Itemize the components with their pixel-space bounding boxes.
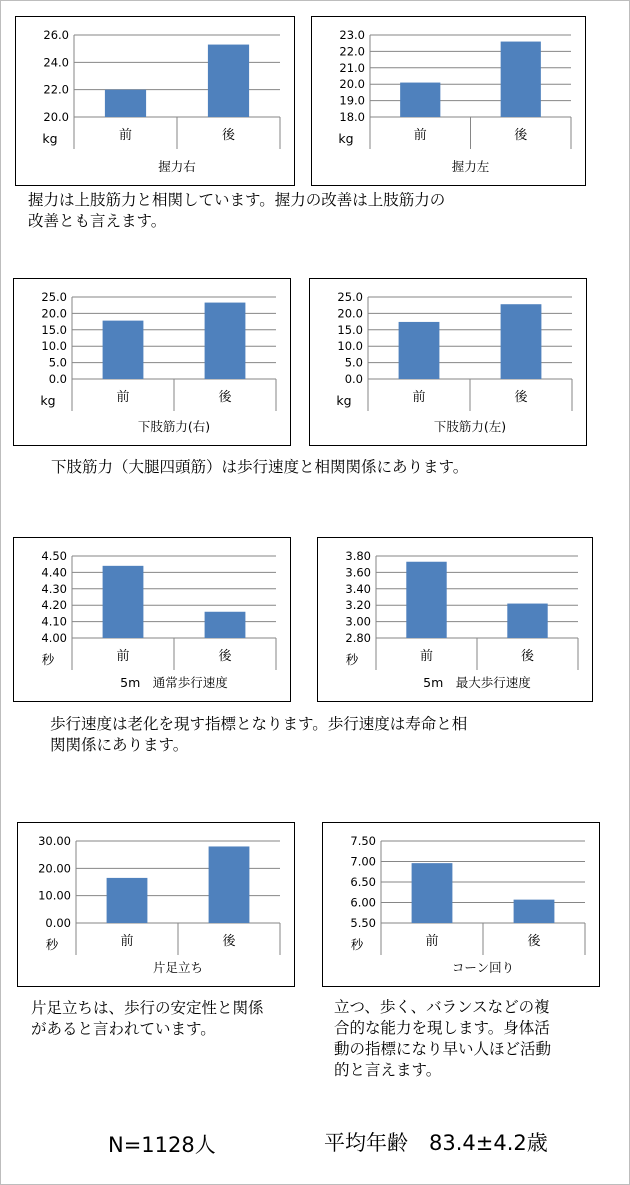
chart-svg bbox=[323, 823, 599, 986]
y-tick-label: 7.50 bbox=[350, 834, 376, 848]
y-tick-label: 2.80 bbox=[345, 631, 371, 645]
y-tick-label: 20.0 bbox=[339, 77, 365, 92]
caption-grip: 握力は上肢筋力と相関しています。握力の改善は上肢筋力の 改善とも言えます。 bbox=[28, 191, 446, 230]
bar bbox=[205, 612, 246, 638]
caption-leg: 下肢筋力（大腿四頭筋）は歩行速度と相関関係にあります。 bbox=[51, 458, 469, 476]
unit-label: 秒 bbox=[41, 652, 55, 667]
y-tick-label: 5.50 bbox=[350, 916, 376, 930]
unit-label: kg bbox=[336, 393, 352, 408]
x-category-label: 前 bbox=[116, 390, 130, 405]
unit-label: kg bbox=[338, 131, 354, 146]
x-category-label: 前 bbox=[120, 934, 134, 949]
bar bbox=[412, 863, 453, 923]
chart-grip-left bbox=[311, 16, 586, 186]
chart-title: 下肢筋力(右) bbox=[137, 419, 211, 434]
x-category-label: 前 bbox=[425, 934, 439, 949]
y-tick-label: 25.0 bbox=[337, 290, 363, 304]
y-tick-label: 21.0 bbox=[339, 60, 365, 75]
x-category-label: 後 bbox=[222, 934, 236, 949]
bar bbox=[514, 900, 555, 923]
bar bbox=[501, 304, 542, 379]
bar bbox=[103, 321, 144, 379]
y-tick-label: 0.00 bbox=[45, 916, 71, 930]
y-tick-label: 10.00 bbox=[38, 888, 71, 903]
bar bbox=[107, 878, 148, 923]
bar bbox=[507, 604, 547, 638]
y-tick-label: 4.10 bbox=[41, 614, 67, 629]
y-tick-label: 4.50 bbox=[41, 549, 67, 563]
x-category-label: 後 bbox=[520, 649, 535, 664]
x-category-label: 前 bbox=[412, 390, 426, 405]
chart-normal-walking-speed bbox=[13, 537, 291, 702]
x-category-label: 後 bbox=[221, 128, 236, 143]
x-category-label: 後 bbox=[527, 934, 541, 949]
x-category-label: 前 bbox=[419, 649, 434, 664]
y-tick-label: 4.40 bbox=[41, 565, 67, 580]
y-tick-label: 10.0 bbox=[337, 339, 363, 354]
y-tick-label: 4.20 bbox=[41, 598, 67, 613]
average-age: 平均年齢 83.4±4.2歳 bbox=[324, 1131, 548, 1155]
sample-size: N=1128人 bbox=[108, 1133, 216, 1157]
y-tick-label: 5.0 bbox=[48, 355, 67, 370]
y-tick-label: 15.0 bbox=[41, 322, 67, 337]
chart-cone-walk bbox=[322, 822, 600, 987]
y-tick-label: 4.30 bbox=[41, 581, 67, 596]
x-category-label: 前 bbox=[116, 649, 130, 664]
chart-svg bbox=[318, 538, 592, 701]
bar bbox=[501, 42, 541, 117]
chart-one-leg-stand bbox=[17, 822, 295, 987]
chart-svg bbox=[14, 279, 290, 445]
x-category-label: 後 bbox=[514, 390, 528, 405]
chart-leg-strength-left bbox=[309, 278, 587, 446]
chart-svg bbox=[312, 17, 585, 185]
y-tick-label: 15.0 bbox=[337, 322, 363, 337]
chart-title: 片足立ち bbox=[152, 960, 204, 975]
unit-label: 秒 bbox=[45, 937, 59, 952]
y-tick-label: 3.60 bbox=[345, 565, 371, 580]
y-tick-label: 5.0 bbox=[344, 355, 363, 370]
chart-title: 5m 最大歩行速度 bbox=[423, 675, 531, 690]
chart-svg bbox=[14, 538, 290, 701]
y-tick-label: 4.00 bbox=[41, 631, 67, 645]
chart-svg bbox=[310, 279, 586, 445]
y-tick-label: 20.00 bbox=[38, 861, 71, 876]
bar bbox=[205, 303, 246, 379]
y-tick-label: 0.0 bbox=[48, 372, 67, 386]
chart-svg bbox=[18, 823, 294, 986]
bar bbox=[400, 83, 440, 117]
y-tick-label: 10.0 bbox=[41, 339, 67, 354]
y-tick-label: 0.0 bbox=[344, 372, 363, 386]
caption-walk: 歩行速度は老化を現す指標となります。歩行速度は寿命と相 関関係にあります。 bbox=[50, 715, 468, 754]
chart-svg bbox=[16, 17, 294, 185]
unit-label: 秒 bbox=[345, 652, 359, 667]
x-category-label: 後 bbox=[218, 390, 232, 405]
chart-title: コーン回り bbox=[451, 960, 515, 975]
x-category-label: 前 bbox=[413, 128, 427, 143]
unit-label: kg bbox=[40, 393, 56, 408]
y-tick-label: 6.00 bbox=[350, 895, 376, 910]
x-category-label: 後 bbox=[514, 128, 528, 143]
caption-cone: 立つ、歩く、バランスなどの複 合的な能力を現します。身体活 動の指標になり早い人ほど活動 的と言えます。 bbox=[334, 998, 552, 1079]
chart-title: 5m 通常歩行速度 bbox=[120, 675, 228, 690]
y-tick-label: 22.0 bbox=[43, 82, 69, 97]
y-tick-label: 19.0 bbox=[339, 93, 365, 108]
y-tick-label: 7.00 bbox=[350, 854, 376, 869]
chart-title: 下肢筋力(左) bbox=[433, 419, 507, 434]
bar bbox=[105, 90, 146, 117]
y-tick-label: 18.0 bbox=[339, 110, 365, 124]
x-category-label: 後 bbox=[218, 649, 232, 664]
y-tick-label: 30.00 bbox=[38, 834, 71, 848]
chart-max-walking-speed bbox=[317, 537, 593, 702]
chart-leg-strength-right bbox=[13, 278, 291, 446]
chart-grip-right bbox=[15, 16, 295, 186]
y-tick-label: 26.0 bbox=[43, 28, 69, 42]
y-tick-label: 23.0 bbox=[339, 28, 365, 42]
y-tick-label: 25.0 bbox=[41, 290, 67, 304]
y-tick-label: 22.0 bbox=[339, 44, 365, 59]
unit-label: 秒 bbox=[350, 937, 364, 952]
bar bbox=[406, 562, 446, 638]
x-category-label: 前 bbox=[118, 128, 133, 143]
unit-label: kg bbox=[42, 131, 58, 146]
bar bbox=[209, 846, 250, 923]
y-tick-label: 20.0 bbox=[337, 306, 363, 321]
chart-title: 握力右 bbox=[158, 159, 196, 174]
y-tick-label: 20.0 bbox=[41, 306, 67, 321]
bar bbox=[208, 45, 249, 117]
y-tick-label: 3.00 bbox=[345, 614, 371, 629]
caption-balance: 片足立ちは、歩行の安定性と関係 があると言われています。 bbox=[31, 999, 264, 1038]
bar bbox=[399, 322, 440, 379]
y-tick-label: 20.0 bbox=[43, 110, 69, 124]
chart-title: 握力左 bbox=[451, 159, 490, 174]
y-tick-label: 3.40 bbox=[345, 581, 371, 596]
y-tick-label: 3.80 bbox=[345, 549, 371, 563]
y-tick-label: 24.0 bbox=[43, 55, 69, 70]
y-tick-label: 6.50 bbox=[350, 875, 376, 889]
y-tick-label: 3.20 bbox=[345, 598, 371, 613]
bar bbox=[103, 566, 144, 638]
